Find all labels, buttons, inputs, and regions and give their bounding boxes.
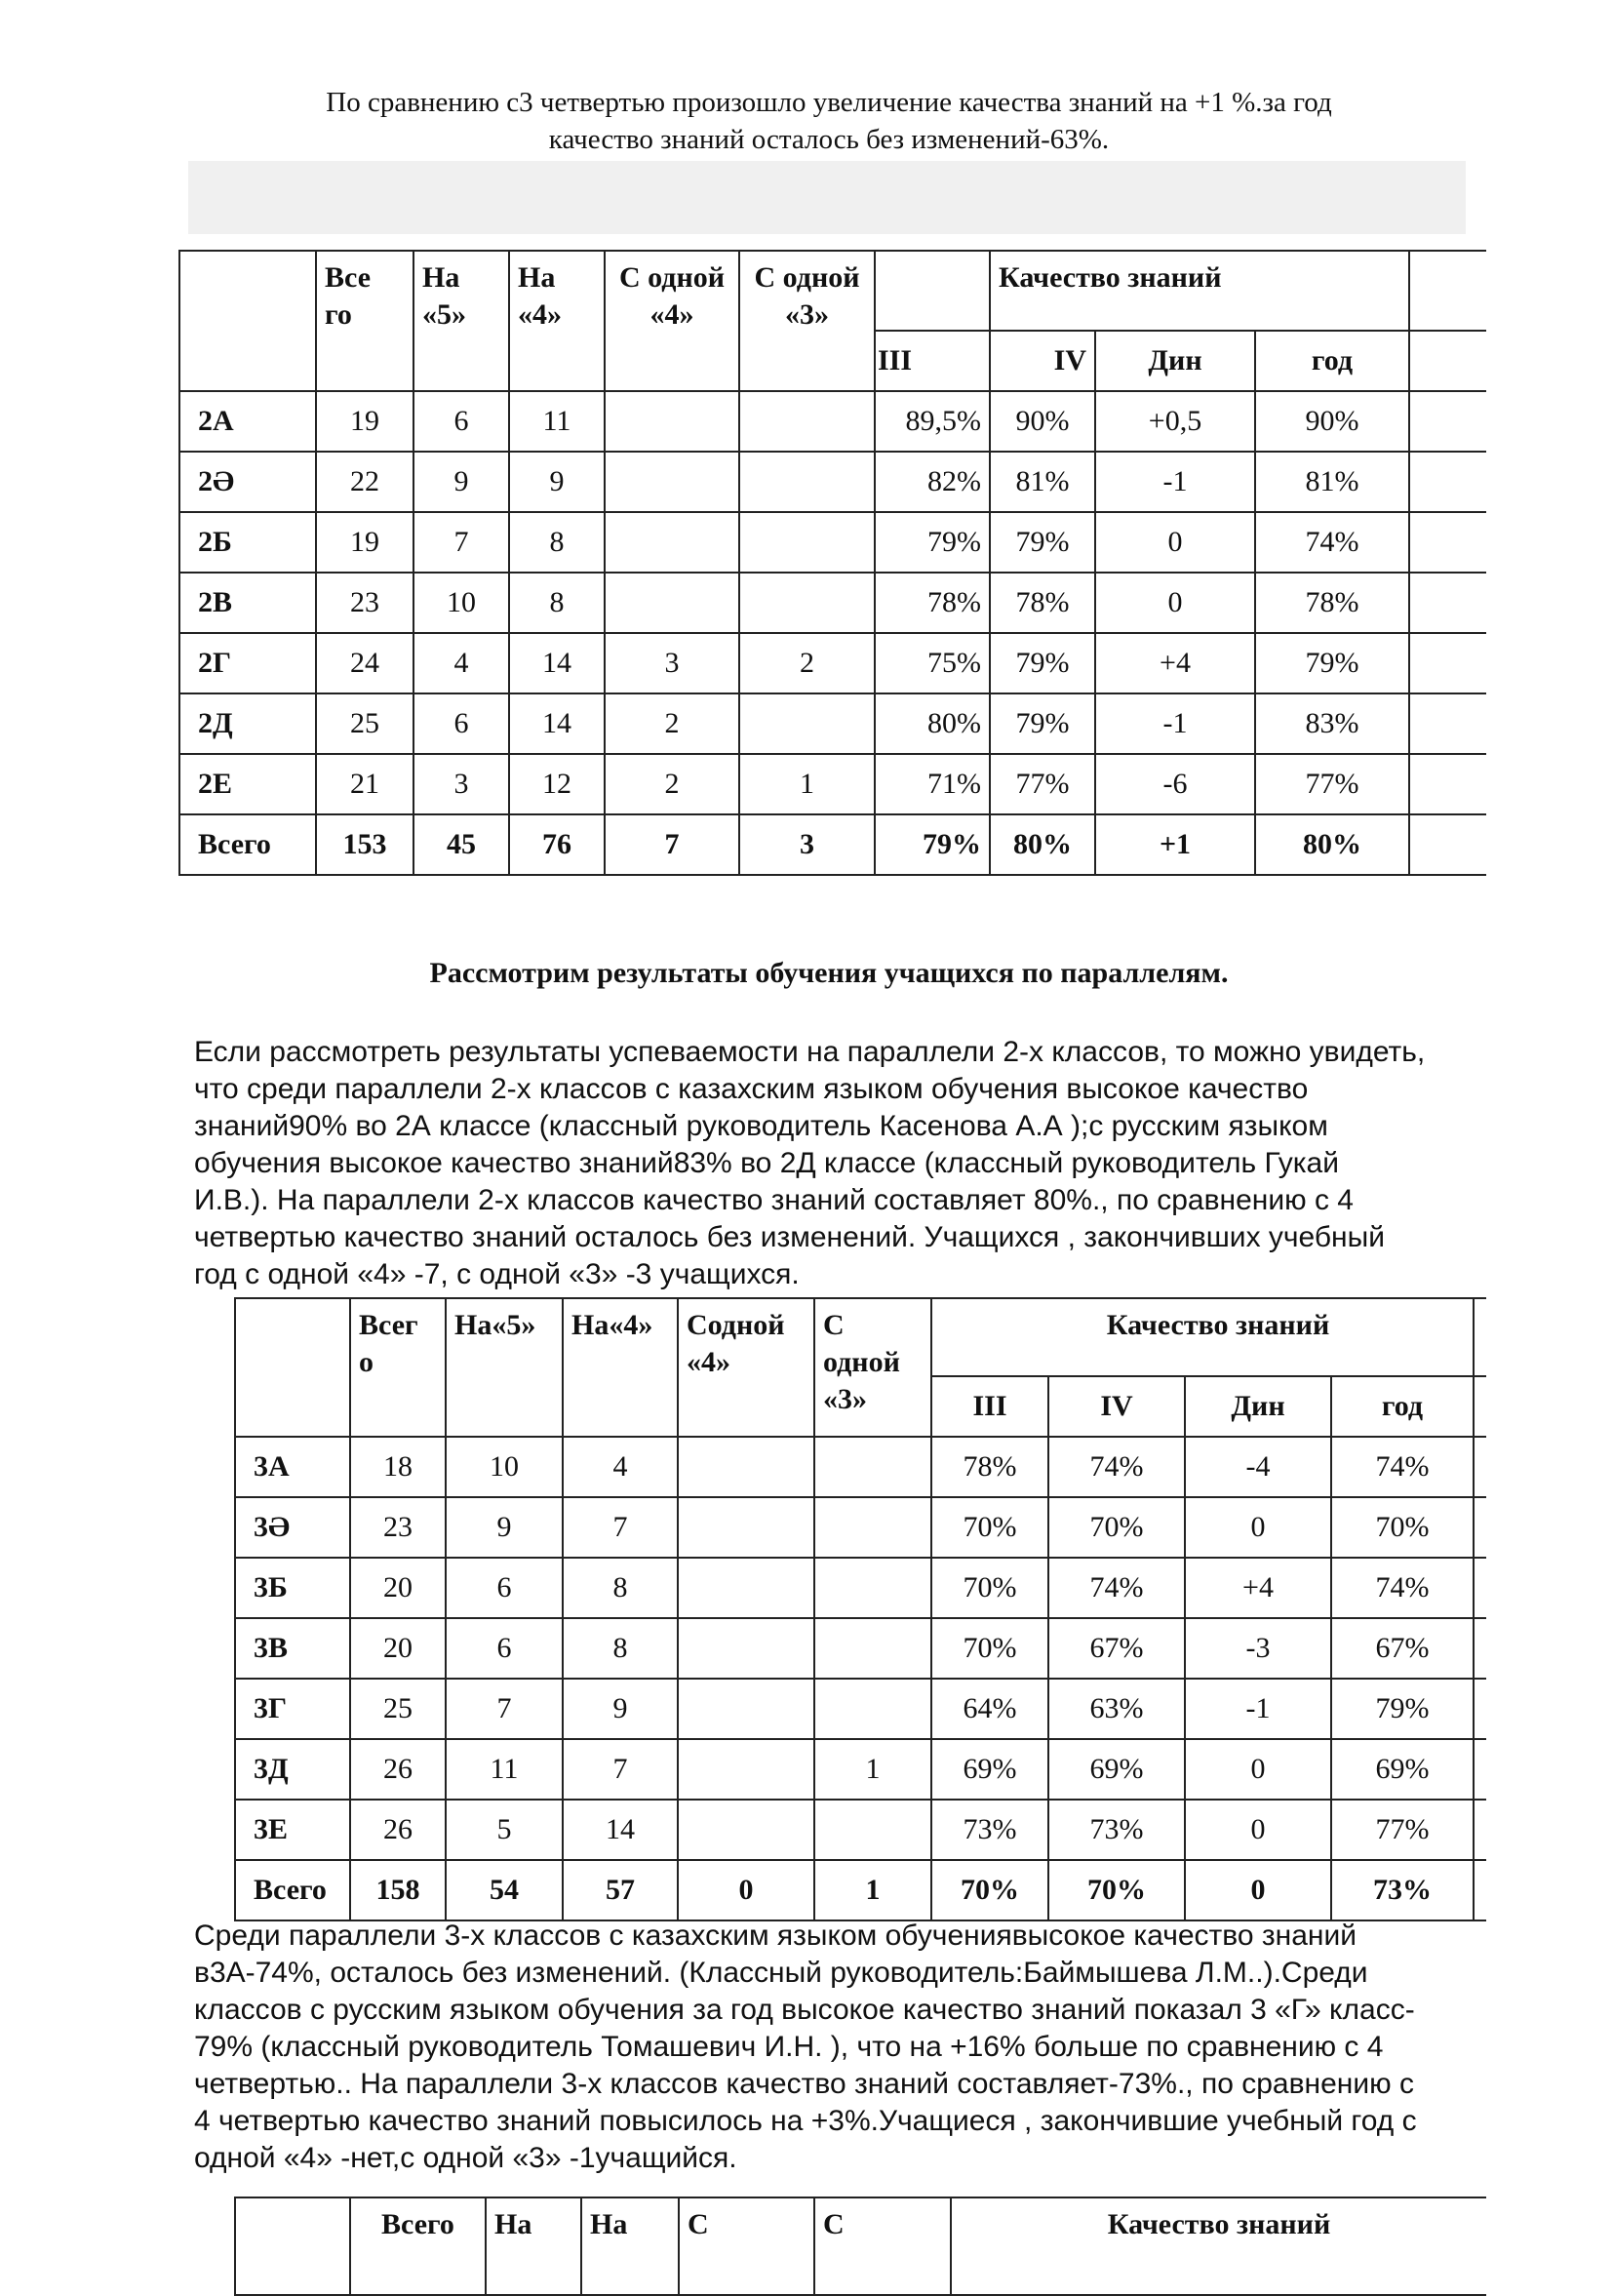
paragraph-line: классов с русским языком обучения за год высокое качество знаний показал 3 «Г» класс- <box>194 1994 1415 2026</box>
row-label: 2Ә <box>179 452 316 512</box>
table-cell: 75% <box>875 633 990 693</box>
table-row <box>235 1739 1486 1800</box>
table-cell: 14 <box>563 1800 678 1860</box>
row-label: 2Б <box>179 512 316 573</box>
table-cell: 7 <box>446 1679 563 1739</box>
table-cell-extra <box>1409 512 1486 573</box>
header-one-3: С одной «3» <box>814 1298 931 1437</box>
table-cell: -1 <box>1185 1679 1331 1739</box>
header-total: Всего <box>350 2197 486 2295</box>
table-cell-extra <box>1409 814 1486 875</box>
table-cell: 8 <box>563 1558 678 1618</box>
paragraph-line: в3А-74%, осталось без изменений. (Классный руководитель:Баймышева Л.М..).Среди <box>194 1957 1368 1989</box>
table-cell <box>678 1437 814 1497</box>
table-cell-extra <box>1474 1739 1486 1800</box>
table-cell: 0 <box>1095 512 1255 573</box>
header-blank <box>875 251 990 331</box>
paragraph-grade3 <box>194 1918 1501 2177</box>
table-cell: 0 <box>1095 573 1255 633</box>
table-cell: 70% <box>931 1618 1048 1679</box>
table-cell: 80% <box>875 693 990 754</box>
table-cell-extra <box>1474 1860 1486 1920</box>
grade2-results-table <box>178 250 1486 876</box>
intro-line-1: По сравнению с3 четвертью произошло увеличение качества знаний на +1 %.за год <box>326 87 1332 118</box>
table-cell: 77% <box>1331 1800 1474 1860</box>
table-cell: 73% <box>931 1800 1048 1860</box>
table-cell: 45 <box>413 814 509 875</box>
table-cell: 21 <box>316 754 413 814</box>
table-cell: 79% <box>990 633 1095 693</box>
table-row <box>179 512 1486 573</box>
table-row <box>179 391 1486 452</box>
table-cell <box>605 512 739 573</box>
table-cell: 1 <box>814 1739 931 1800</box>
paragraph-line: обучения высокое качество знаний83% во 2Д классе (классный руководитель Гукай <box>194 1147 1339 1179</box>
table-cell-extra <box>1474 1558 1486 1618</box>
header-one-4: С <box>679 2197 814 2295</box>
table-cell: 1 <box>739 754 875 814</box>
table-cell: 70% <box>1048 1497 1185 1558</box>
table-cell: 78% <box>990 573 1095 633</box>
table-cell <box>678 1800 814 1860</box>
header-din: Дин <box>1185 1376 1331 1437</box>
table-cell: 5 <box>446 1800 563 1860</box>
table-cell-extra <box>1474 1437 1486 1497</box>
table-cell: 7 <box>563 1497 678 1558</box>
table-cell: 83% <box>1255 693 1409 754</box>
header-quality: Качество знаний <box>990 251 1409 331</box>
table-cell: 20 <box>350 1558 446 1618</box>
paragraph-grade2 <box>194 1034 1501 1293</box>
table-cell-extra <box>1409 391 1486 452</box>
table-cell <box>814 1618 931 1679</box>
row-label: 2Е <box>179 754 316 814</box>
table-row <box>179 452 1486 512</box>
paragraph-line: Среди параллели 3-х классов с казахским языком обучениявысокое качество знаний <box>194 1920 1357 1952</box>
table-cell: -6 <box>1095 754 1255 814</box>
table-cell: 81% <box>1255 452 1409 512</box>
table-cell-extra <box>1409 633 1486 693</box>
header-year: год <box>1255 331 1409 391</box>
table-cell: 25 <box>350 1679 446 1739</box>
table-cell: 11 <box>446 1739 563 1800</box>
row-label: Всего <box>179 814 316 875</box>
table-cell: 10 <box>446 1437 563 1497</box>
header-quality: Качество знаний <box>931 1298 1474 1376</box>
table-cell: 7 <box>563 1739 678 1800</box>
table-cell: 63% <box>1048 1679 1185 1739</box>
table-cell: -3 <box>1185 1618 1331 1679</box>
row-label: 3Д <box>235 1739 350 1800</box>
header-extra-2 <box>1409 331 1486 391</box>
table-cell: 0 <box>1185 1497 1331 1558</box>
table-cell: 14 <box>509 693 605 754</box>
table-cell: 158 <box>350 1860 446 1920</box>
table-cell: 57 <box>563 1860 678 1920</box>
table-cell: 79% <box>875 814 990 875</box>
header-quality: Качество знаний <box>951 2197 1486 2295</box>
header-q3: III <box>875 331 990 391</box>
table-cell: 26 <box>350 1800 446 1860</box>
paragraph-line: знаний90% во 2А классе (классный руководитель Касенова А.А );с русским языком <box>194 1110 1328 1142</box>
table-row <box>235 1558 1486 1618</box>
table-cell <box>605 452 739 512</box>
table-cell: 19 <box>316 391 413 452</box>
paragraph-line: Если рассмотреть результаты успеваемости на параллели 2-х классов, то можно увидеть, <box>194 1036 1426 1068</box>
paragraph-line: четвертью качество знаний осталось без изменений. Учащихся , закончивших учебный <box>194 1221 1385 1253</box>
table-cell: 70% <box>931 1497 1048 1558</box>
table-cell: 79% <box>1255 633 1409 693</box>
header-year: год <box>1331 1376 1474 1437</box>
row-label: Всего <box>235 1860 350 1920</box>
table-cell: 8 <box>563 1618 678 1679</box>
table-cell: 7 <box>605 814 739 875</box>
table-cell-extra <box>1474 1679 1486 1739</box>
table-cell <box>814 1800 931 1860</box>
table-cell: 14 <box>509 633 605 693</box>
table-cell: +0,5 <box>1095 391 1255 452</box>
table-cell: 23 <box>350 1497 446 1558</box>
section-heading: Рассмотрим результаты обучения учащихся по параллелям. <box>429 957 1229 989</box>
table-cell <box>678 1618 814 1679</box>
table-cell: 79% <box>875 512 990 573</box>
row-label: 2А <box>179 391 316 452</box>
table-row <box>235 1860 1486 1920</box>
table-cell: 90% <box>1255 391 1409 452</box>
row-label: 2Г <box>179 633 316 693</box>
table-cell-extra <box>1409 693 1486 754</box>
header-one-4: С одной «4» <box>605 251 739 391</box>
table-cell <box>739 452 875 512</box>
table-cell: 77% <box>990 754 1095 814</box>
table-row <box>235 1679 1486 1739</box>
header-class <box>179 251 316 391</box>
table-cell <box>739 573 875 633</box>
table-cell: 20 <box>350 1618 446 1679</box>
row-label: 3А <box>235 1437 350 1497</box>
paragraph-line: четвертью.. На параллели 3-х классов качество знаний составляет-73%., по сравнению с <box>194 2068 1414 2100</box>
table-cell <box>678 1558 814 1618</box>
table-row <box>235 1800 1486 1860</box>
table-cell: 9 <box>509 452 605 512</box>
table-cell: 74% <box>1048 1437 1185 1497</box>
table-cell <box>678 1497 814 1558</box>
table-cell-extra <box>1409 754 1486 814</box>
table-cell: 8 <box>509 512 605 573</box>
table-cell <box>814 1679 931 1739</box>
table-cell-extra <box>1409 573 1486 633</box>
table-cell: 78% <box>931 1437 1048 1497</box>
table-cell: 76 <box>509 814 605 875</box>
paragraph-line: одной «4» -нет,с одной «3» -1учащийся. <box>194 2142 737 2174</box>
table-cell <box>814 1558 931 1618</box>
table-cell: 73% <box>1048 1800 1185 1860</box>
header-q4: IV <box>1048 1376 1185 1437</box>
table-row <box>179 754 1486 814</box>
table-cell: 74% <box>1331 1437 1474 1497</box>
row-label: 3Г <box>235 1679 350 1739</box>
table-cell: 22 <box>316 452 413 512</box>
table-cell: 67% <box>1048 1618 1185 1679</box>
header-on-4: На <box>581 2197 679 2295</box>
intro-text <box>156 84 1502 158</box>
table-cell: -4 <box>1185 1437 1331 1497</box>
header-q4: IV <box>990 331 1095 391</box>
table-cell: 19 <box>316 512 413 573</box>
table-cell: 82% <box>875 452 990 512</box>
header-total: Все го <box>316 251 413 391</box>
table-cell: +4 <box>1095 633 1255 693</box>
paragraph-line: 4 четвертью качество знаний повысилось на +3%.Учащиеся , закончившие учебный год с <box>194 2105 1417 2137</box>
table-cell: 12 <box>509 754 605 814</box>
table-cell: 54 <box>446 1860 563 1920</box>
paragraph-line: И.В.). На параллели 2-х классов качество знаний составляет 80%., по сравнению с 4 <box>194 1184 1354 1216</box>
table-cell: 9 <box>446 1497 563 1558</box>
table-cell <box>605 391 739 452</box>
grade3-results-table <box>234 1297 1486 1921</box>
table-cell: 11 <box>509 391 605 452</box>
table-cell: 26 <box>350 1739 446 1800</box>
paragraph-line: 79% (классный руководитель Томашевич И.Н. ), что на +16% больше по сравнению с 4 <box>194 2031 1384 2063</box>
table-cell-extra <box>1409 452 1486 512</box>
table-cell: 7 <box>413 512 509 573</box>
header-on-5: На <box>486 2197 581 2295</box>
table-cell: 69% <box>1048 1739 1185 1800</box>
table-cell: +4 <box>1185 1558 1331 1618</box>
table-row <box>235 1437 1486 1497</box>
table-cell: 6 <box>446 1618 563 1679</box>
table-cell: 81% <box>990 452 1095 512</box>
header-on-5: На «5» <box>413 251 509 391</box>
table-row <box>179 573 1486 633</box>
header-extra <box>1474 1298 1486 1376</box>
table-cell: 6 <box>413 693 509 754</box>
table-cell: 0 <box>1185 1800 1331 1860</box>
table-cell: 80% <box>990 814 1095 875</box>
table-cell: 64% <box>931 1679 1048 1739</box>
table-cell: +1 <box>1095 814 1255 875</box>
header-on-4: На «4» <box>509 251 605 391</box>
table-cell: 71% <box>875 754 990 814</box>
table-cell: 78% <box>1255 573 1409 633</box>
table-cell: 67% <box>1331 1618 1474 1679</box>
table-cell: 77% <box>1255 754 1409 814</box>
header-on-5: На«5» <box>446 1298 563 1437</box>
table-cell <box>678 1739 814 1800</box>
table-cell: 6 <box>413 391 509 452</box>
table-row <box>179 633 1486 693</box>
intro-line-2: качество знаний осталось без изменений-63%. <box>548 124 1110 155</box>
table-row <box>179 693 1486 754</box>
table-cell: 3 <box>605 633 739 693</box>
table-cell: 74% <box>1048 1558 1185 1618</box>
table-cell: 90% <box>990 391 1095 452</box>
table-cell: 9 <box>563 1679 678 1739</box>
paragraph-line: что среди параллели 2-х классов с казахским языком обучения высокое качество <box>194 1073 1309 1105</box>
header-one-3: С одной «3» <box>739 251 875 391</box>
table-row <box>179 814 1486 875</box>
table-cell-extra <box>1474 1497 1486 1558</box>
table-cell: 24 <box>316 633 413 693</box>
row-label: 3Е <box>235 1800 350 1860</box>
row-label: 3В <box>235 1618 350 1679</box>
table-cell: 79% <box>990 693 1095 754</box>
table-cell: 79% <box>990 512 1095 573</box>
table-cell: 70% <box>931 1558 1048 1618</box>
table-cell <box>739 693 875 754</box>
row-label: 3Ә <box>235 1497 350 1558</box>
row-label: 3Б <box>235 1558 350 1618</box>
table-cell: 80% <box>1255 814 1409 875</box>
header-extra-2 <box>1474 1376 1486 1437</box>
table-cell: 69% <box>1331 1739 1474 1800</box>
table-cell-extra <box>1474 1800 1486 1860</box>
header-extra <box>1409 251 1486 331</box>
header-class <box>235 1298 350 1437</box>
table-row <box>235 1618 1486 1679</box>
row-label: 2В <box>179 573 316 633</box>
table-cell: 9 <box>413 452 509 512</box>
table-cell <box>814 1437 931 1497</box>
table-cell: 2 <box>605 693 739 754</box>
table-cell: 89,5% <box>875 391 990 452</box>
header-q3: III <box>931 1376 1048 1437</box>
table-cell: 79% <box>1331 1679 1474 1739</box>
table-cell: 2 <box>739 633 875 693</box>
table-cell: 8 <box>509 573 605 633</box>
header-on-4: На«4» <box>563 1298 678 1437</box>
table-cell <box>739 512 875 573</box>
shaded-band <box>188 161 1466 234</box>
table-cell <box>678 1679 814 1739</box>
table-cell: 73% <box>1331 1860 1474 1920</box>
table-cell: 3 <box>739 814 875 875</box>
table-cell: -1 <box>1095 693 1255 754</box>
table-row <box>235 1497 1486 1558</box>
table-cell: 0 <box>1185 1860 1331 1920</box>
table-cell: -1 <box>1095 452 1255 512</box>
header-one-4: Содной «4» <box>678 1298 814 1437</box>
table-cell: 70% <box>1048 1860 1185 1920</box>
table-cell: 23 <box>316 573 413 633</box>
table-cell: 153 <box>316 814 413 875</box>
table-cell: 70% <box>931 1860 1048 1920</box>
header-total: Всег о <box>350 1298 446 1437</box>
table-cell: 6 <box>446 1558 563 1618</box>
table-cell-extra <box>1474 1618 1486 1679</box>
table-cell: 74% <box>1331 1558 1474 1618</box>
table-cell: 2 <box>605 754 739 814</box>
table-cell: 18 <box>350 1437 446 1497</box>
table-cell: 1 <box>814 1860 931 1920</box>
table-cell: 0 <box>1185 1739 1331 1800</box>
header-class <box>235 2197 350 2295</box>
table-cell: 25 <box>316 693 413 754</box>
row-label: 2Д <box>179 693 316 754</box>
table-cell: 0 <box>678 1860 814 1920</box>
table-cell: 4 <box>413 633 509 693</box>
table-cell: 69% <box>931 1739 1048 1800</box>
paragraph-line: год с одной «4» -7, с одной «3» -3 учащихся. <box>194 1258 800 1290</box>
table-cell: 78% <box>875 573 990 633</box>
table-cell <box>814 1497 931 1558</box>
table-cell: 4 <box>563 1437 678 1497</box>
table-cell: 10 <box>413 573 509 633</box>
table-cell: 74% <box>1255 512 1409 573</box>
header-one-3: С <box>814 2197 951 2295</box>
table-cell <box>605 573 739 633</box>
header-din: Дин <box>1095 331 1255 391</box>
table-cell: 3 <box>413 754 509 814</box>
table-cell: 70% <box>1331 1497 1474 1558</box>
table-cell <box>739 391 875 452</box>
